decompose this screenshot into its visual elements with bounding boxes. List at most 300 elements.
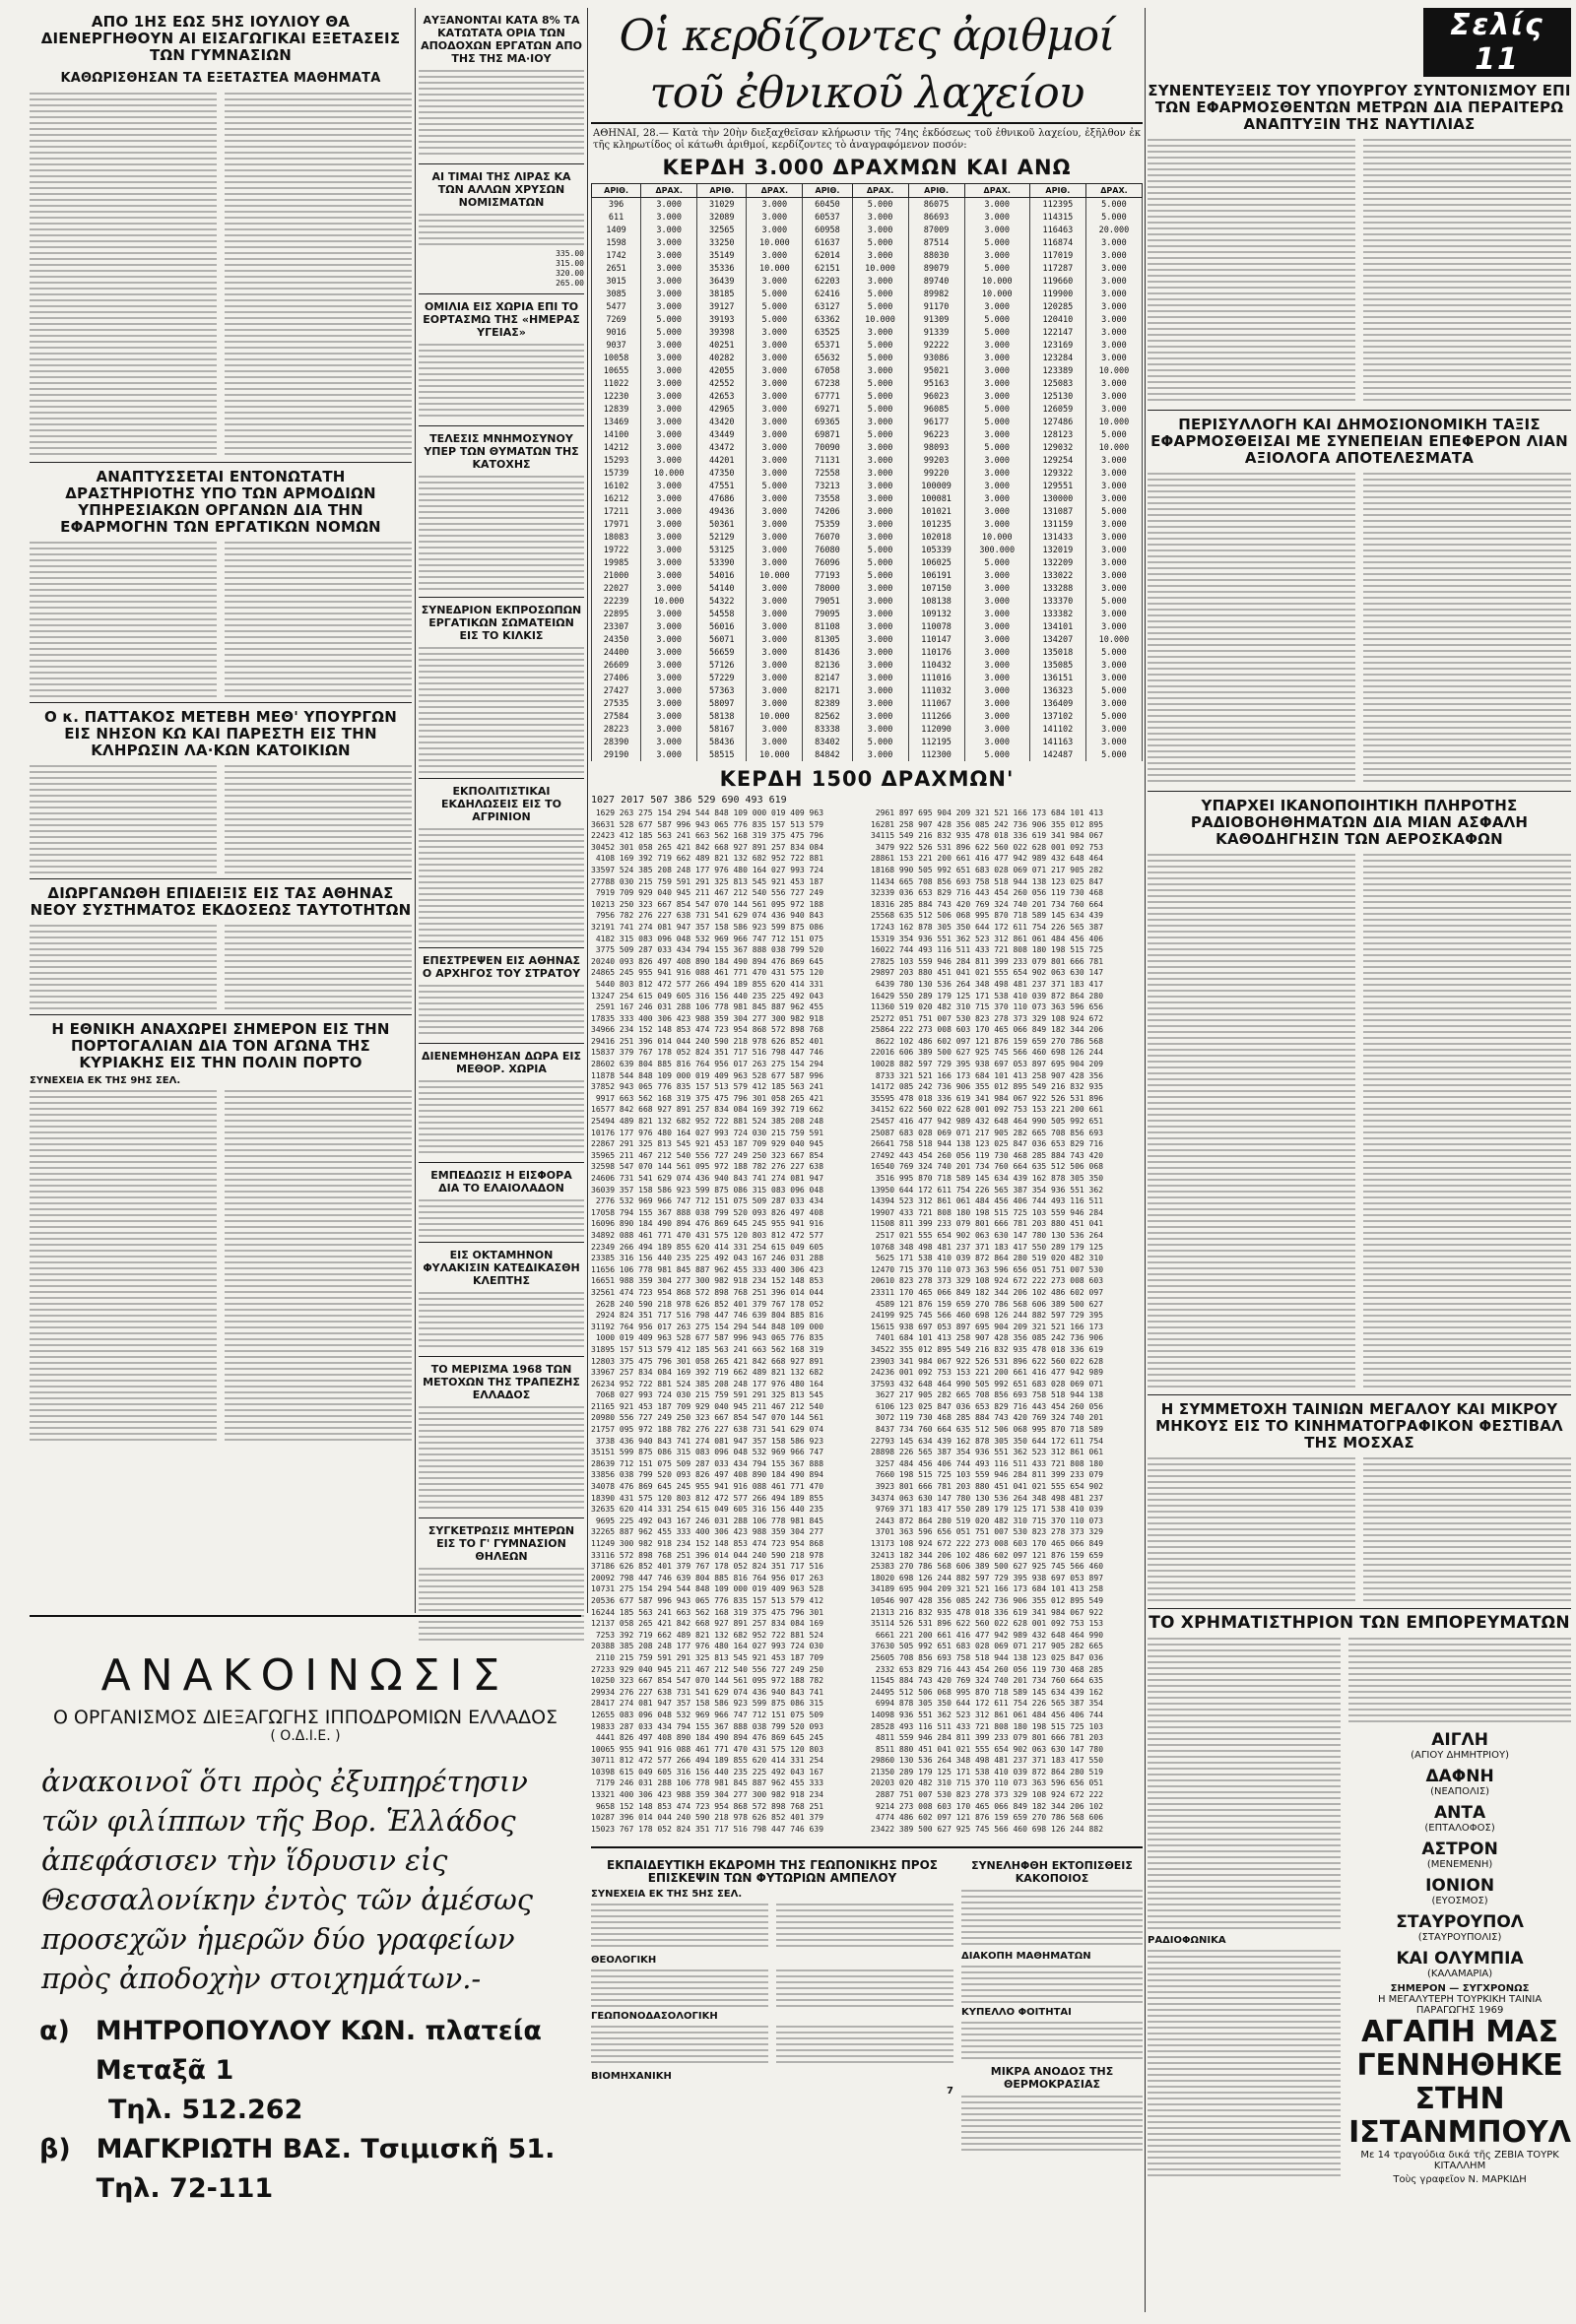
ticket-number: 28390 <box>592 736 641 748</box>
ticket-number: 1742 <box>592 249 641 262</box>
ticket-number: 396 <box>592 198 641 212</box>
ticket-number: 40251 <box>697 339 747 352</box>
ad-addresses <box>39 2012 571 2209</box>
ad-phone-a: Τηλ. 512.262 <box>108 2095 303 2125</box>
ticket-number: 76070 <box>803 531 852 544</box>
ticket-number: 22239 <box>592 595 641 608</box>
prize-amount: 3.000 <box>747 582 803 595</box>
table-row <box>592 224 1143 236</box>
ticket-number: 39398 <box>697 326 747 339</box>
ticket-number: 81305 <box>803 633 852 646</box>
ticket-number: 128123 <box>1029 428 1085 441</box>
prize-amount: 3.000 <box>1085 403 1142 416</box>
article-exams-body <box>30 91 412 457</box>
article-id-cards-body <box>30 923 412 1009</box>
ticket-number: 74206 <box>803 505 852 518</box>
ticket-number: 96023 <box>908 390 964 403</box>
ticket-number: 137102 <box>1029 710 1085 723</box>
prize-amount: 3.000 <box>747 428 803 441</box>
prize-amount: 3.000 <box>641 480 697 492</box>
table-row <box>592 492 1143 505</box>
ticket-number: 19722 <box>592 544 641 556</box>
prize-amount: 10.000 <box>747 262 803 275</box>
prize-amount: 3.000 <box>852 249 908 262</box>
prize-amount: 3.000 <box>747 518 803 531</box>
prize-amount: 10.000 <box>747 569 803 582</box>
headline-olive-oil: ΕΜΠΕΔΩΣΙΣ Η ΕΙΣΦΟΡΑ ΔΙΑ ΤΟ ΕΛΑΙΟΛΑΔΟΝ <box>430 1169 572 1194</box>
table-row <box>592 416 1143 428</box>
col-amount: ΔΡΑΧ. <box>964 184 1029 198</box>
ticket-number: 127486 <box>1029 416 1085 428</box>
ticket-number: 27427 <box>592 684 641 697</box>
prize-amount: 5.000 <box>852 352 908 364</box>
ticket-number: 95163 <box>908 377 964 390</box>
prize-amount: 3.000 <box>852 748 908 761</box>
ticket-number: 42552 <box>697 377 747 390</box>
headline-army-chief: ΕΠΕΣΤΡΕΨΕΝ ΕΙΣ ΑΘΗΝΑΣ Ο ΑΡΧΗΓΟΣ ΤΟΥ ΣΤΡΑΤΟΥ <box>422 954 581 980</box>
prize-amount: 3.000 <box>964 569 1029 582</box>
prize-amount: 3.000 <box>964 736 1029 748</box>
ticket-number: 135085 <box>1029 659 1085 672</box>
prize-amount: 5.000 <box>852 403 908 416</box>
prize-amount: 3.000 <box>1085 288 1142 300</box>
table-row <box>592 633 1143 646</box>
ticket-number: 70090 <box>803 441 852 454</box>
prize-amount: 3.000 <box>747 544 803 556</box>
ticket-number: 39127 <box>697 300 747 313</box>
ticket-number: 116463 <box>1029 224 1085 236</box>
prize-amount: 3.000 <box>1085 723 1142 736</box>
ticket-number: 120285 <box>1029 300 1085 313</box>
table-row <box>592 569 1143 582</box>
prize-amount: 3.000 <box>964 224 1029 236</box>
ticket-number: 60958 <box>803 224 852 236</box>
ticket-number: 101021 <box>908 505 964 518</box>
prize-amount: 3.000 <box>747 377 803 390</box>
ticket-number: 119660 <box>1029 275 1085 288</box>
ticket-number: 75359 <box>803 518 852 531</box>
prize-amount: 3.000 <box>852 684 908 697</box>
prize-amount: 3.000 <box>1085 236 1142 249</box>
prize-amount: 3.000 <box>1085 480 1142 492</box>
prize-amount: 3.000 <box>852 620 908 633</box>
prize-amount: 3.000 <box>964 505 1029 518</box>
announcement-ad <box>30 1615 581 2304</box>
continued-label: ΣΥΝΕΧΕΙΑ ΕΚ ΤΗΣ 5ΗΣ ΣΕΛ. <box>591 1889 743 1900</box>
ticket-number: 42653 <box>697 390 747 403</box>
ticket-number: 54016 <box>697 569 747 582</box>
lottery-section <box>591 8 1143 2153</box>
prize-amount: 3.000 <box>964 659 1029 672</box>
prize-amount: 3.000 <box>747 364 803 377</box>
prize-band-3000: ΚΕΡΔΗ 3.000 ΔΡΑΧΜΩΝ ΚΑΙ ΑΝΩ <box>662 156 1072 179</box>
prize-amount: 3.000 <box>1085 275 1142 288</box>
cinema-tagline: Η ΜΕΓΑΛΥΤΕΡΗ ΤΟΥΡΚΙΚΗ ΤΑΙΝΙΑ ΠΑΡΑΓΩΓΗΣ 1969 <box>1377 1994 1543 2016</box>
ticket-number: 67058 <box>803 364 852 377</box>
prize-amount: 20.000 <box>1085 224 1142 236</box>
ticket-number: 93086 <box>908 352 964 364</box>
article-pattakos-body <box>30 763 412 873</box>
prize-amount: 3.000 <box>964 646 1029 659</box>
table-row <box>592 544 1143 556</box>
ticket-number: 35336 <box>697 262 747 275</box>
ticket-number: 129032 <box>1029 441 1085 454</box>
ticket-number: 106191 <box>908 569 964 582</box>
ticket-number: 28223 <box>592 723 641 736</box>
ticket-number: 38185 <box>697 288 747 300</box>
headline-agrinio: ΕΚΠΟΛΙΤΙΣΤΙΚΑΙ ΕΚΔΗΛΩΣΕΙΣ ΕΙΣ ΤΟ ΑΓΡΙΝΙΟΝ <box>441 785 561 823</box>
ad-address-b: ΜΑΓΚΡΙΩΤΗ ΒΑΣ. Τσιμισκῆ 51. Τηλ. 72-111 <box>96 2134 556 2204</box>
ticket-number: 111266 <box>908 710 964 723</box>
ticket-number: 112395 <box>1029 198 1085 212</box>
prize-amount: 3.000 <box>852 518 908 531</box>
headline-exams: ΑΠΟ 1ΗΣ ΕΩΣ 5ΗΣ ΙΟΥΛΙΟΥ ΘΑ ΔΙΕΝΕΡΓΗΘΟΥΝ ΑΙ ΕΙΣΑΓΩΓΙΚΑΙ ΕΞΕΤΑΣΕΙΣ ΤΩΝ ΓΥΜΝΑΣΙΩΝ <box>40 13 401 64</box>
ticket-number: 87009 <box>908 224 964 236</box>
cinema-district: (ΚΑΛΑΜΑΡΙΑ) <box>1426 1969 1493 1979</box>
headline-mothers: ΣΥΓΚΕΤΡΩΣΙΣ ΜΗΤΕΡΩΝ ΕΙΣ ΤΟ Γ' ΓΥΜΝΑΣΙΟΝ ΘΗΛΕΩΝ <box>427 1524 575 1563</box>
col-number: ΑΡΙΘ. <box>803 184 852 198</box>
section-industrial: ΒΙΟΜΗΧΑΝΙΚΗ <box>591 2071 672 2082</box>
ticket-number: 125130 <box>1029 390 1085 403</box>
prize-amount: 3.000 <box>1085 620 1142 633</box>
prize-amount: 5.000 <box>852 569 908 582</box>
number-lists <box>591 807 1143 1841</box>
ticket-number: 43472 <box>697 441 747 454</box>
prize-amount: 3.000 <box>1085 672 1142 684</box>
table-row <box>592 467 1143 480</box>
cinema-district: (ΣΤΑΥΡΟΥΠΟΛΙΣ) <box>1417 1932 1502 1943</box>
ticket-number: 54558 <box>697 608 747 620</box>
ticket-number: 7269 <box>592 313 641 326</box>
prize-amount: 3.000 <box>641 736 697 748</box>
ticket-number: 83402 <box>803 736 852 748</box>
ticket-number: 5477 <box>592 300 641 313</box>
ticket-number: 89982 <box>908 288 964 300</box>
ticket-number: 133382 <box>1029 608 1085 620</box>
prize-amount: 5.000 <box>747 288 803 300</box>
ticket-number: 27584 <box>592 710 641 723</box>
prize-amount: 10.000 <box>747 710 803 723</box>
prize-amount: 10.000 <box>1085 633 1142 646</box>
prize-amount: 3.000 <box>641 633 697 646</box>
prize-amount: 3.000 <box>964 198 1029 212</box>
cinema-listings <box>1348 1730 1571 2185</box>
table-row <box>592 736 1143 748</box>
ticket-number: 110147 <box>908 633 964 646</box>
headline-labor-laws: ΑΝΑΠΤΥΣΣΕΤΑΙ ΕΝΤΟΝΩΤΑΤΗ ΔΡΑΣΤΗΡΙΟΤΗΣ ΥΠΟ ΤΩΝ ΑΡΜΟΔΙΩΝ ΥΠΗΡΕΣΙΑΚΩΝ ΟΡΓΑΝΩΝ ΔΙΑ ΤΗΝ ΕΦΑΡΜΟΓΗΝ ΤΩΝ ΕΡΓΑΤΙΚΩΝ ΝΟΜΩΝ <box>60 468 381 536</box>
prize-amount: 3.000 <box>641 544 697 556</box>
prize-amount: 3.000 <box>641 288 697 300</box>
table-row <box>592 352 1143 364</box>
prize-amount: 3.000 <box>852 697 908 710</box>
prize-amount: 3.000 <box>852 608 908 620</box>
ticket-number: 77193 <box>803 569 852 582</box>
prize-amount: 3.000 <box>747 275 803 288</box>
prize-amount: 3.000 <box>852 582 908 595</box>
headline-pattakos-kos: Ο κ. ΠΑΤΤΑΚΟΣ ΜΕΤΕΒΗ ΜΕΘ' ΥΠΟΥΡΓΩΝ ΕΙΣ ΝΗΣΟΝ ΚΩ ΚΑΙ ΠΑΡΕΣΤΗ ΕΙΣ ΤΗΝ ΚΛΗΡΩΣΙΝ ΛΑ·ΚΩΝ ΚΑΤΟΙΚΙΩΝ <box>44 708 397 759</box>
gold-price: 315.00 <box>556 259 584 268</box>
prize-amount: 5.000 <box>747 480 803 492</box>
ticket-number: 86693 <box>908 211 964 224</box>
table-row <box>592 403 1143 416</box>
prize-amount: 3.000 <box>641 364 697 377</box>
table-row <box>592 518 1143 531</box>
prize-amount: 5.000 <box>1085 710 1142 723</box>
ticket-number: 611 <box>592 211 641 224</box>
prize-amount: 3.000 <box>1085 352 1142 364</box>
ticket-number: 11022 <box>592 377 641 390</box>
prize-amount: 3.000 <box>964 492 1029 505</box>
prize-amount: 3.000 <box>641 582 697 595</box>
ticket-number: 29190 <box>592 748 641 761</box>
page-number-banner: Σελίς 11 <box>1423 8 1571 77</box>
prize-amount: 3.000 <box>747 352 803 364</box>
ticket-number: 99220 <box>908 467 964 480</box>
prize-amount: 5.000 <box>852 556 908 569</box>
ticket-number: 50361 <box>697 518 747 531</box>
ticket-number: 33250 <box>697 236 747 249</box>
table-row <box>592 339 1143 352</box>
prize-amount: 3.000 <box>964 672 1029 684</box>
film-title: ΑΓΑΠΗ ΜΑΣ ΓΕΝΝΗΘΗΚΕ ΣΤΗΝ ΙΣΤΑΝΜΠΟΥΛ <box>1348 2015 1571 2150</box>
section-students: ΚΥΠΕΛΛΟ ΦΟΙΤΗΤΑΙ <box>961 2007 1072 2018</box>
ticket-number: 1409 <box>592 224 641 236</box>
ticket-number: 3015 <box>592 275 641 288</box>
ticket-number: 69271 <box>803 403 852 416</box>
table-row <box>592 454 1143 467</box>
ticket-number: 132019 <box>1029 544 1085 556</box>
prize-amount: 3.000 <box>964 697 1029 710</box>
ticket-number: 117019 <box>1029 249 1085 262</box>
prize-amount: 3.000 <box>852 416 908 428</box>
ad-item-label: α) <box>39 2016 70 2046</box>
prize-amount: 5.000 <box>1085 595 1142 608</box>
number-list: 2961 897 695 904 209 321 521 166 173 684 101 413 16281 258 907 428 356 085 242 736 906 355 012 895 34115 549 216 832 935 478 018 336 619 341 984 067 3479 922 526 531 896 622 560 022 628 001 092 753 28861 153 221 200 661 416 477 942 989 432 648 464 18168 990 505 992 651 683 028 069 071 217 905 282 11434 665 708 856 693 758 518 944 138 123 025 847 32339 036 653 829 716 443 454 260 056 119 730 468 18316 285 884 743 420 769 324 740 201 734 760 664 25568 635 512 506 068 995 870 718 589 145 634 439 17243 162 878 305 350 644 172 611 754 226 565 387 15319 354 936 551 362 523 312 861 061 484 456 406 16022 744 493 116 511 433 721 808 180 198 515 725 27825 103 559 946 284 811 399 233 079 801 666 781 29897 203 880 451 041 021 555 654 902 063 630 147 6439 780 130 536 264 348 498 481 237 371 183 417 16429 550 289 179 125 171 538 410 039 872 864 280 11360 519 020 482 310 715 370 110 073 363 596 656 25272 051 751 007 530 823 278 373 329 108 924 672 25864 222 273 008 603 170 465 066 849 182 344 206 8622 102 486 602 097 121 876 159 659 270 786 568 22016 606 389 500 627 925 745 566 460 698 126 244 10028 882 597 729 395 938 697 053 897 695 904 209 8733 321 521 166 173 684 101 413 258 907 428 356 14172 085 242 736 906 355 012 895 549 216 832 935 35595 478 018 336 619 341 984 067 922 526 531 896 34152 622 560 022 628 001 092 753 153 221 200 661 25457 416 477 942 989 432 648 464 990 505 992 651 25087 683 028 069 071 217 905 282 665 708 856 693 26641 758 518 944 138 123 025 847 036 653 829 716 27492 443 454 260 056 119 730 468 285 884 743 420 16540 769 324 740 201 734 760 664 635 512 506 068 3516 995 870 718 589 145 634 439 162 878 305 350 13950 644 172 611 754 226 565 387 354 936 551 362 14394 523 312 861 061 484 456 406 744 493 116 511 19907 433 721 808 180 198 515 725 103 559 946 284 11508 811 399 233 079 801 666 781 203 880 451 041 2517 021 555 654 902 063 630 147 780 130 536 264 10768 348 498 481 237 371 183 417 550 289 179 125 5625 171 538 410 039 872 864 280 519 020 482 310 12470 715 370 110 073 363 596 656 051 751 007 530 20610 823 278 373 329 108 924 672 222 273 008 603 23311 170 465 066 849 182 344 206 102 486 602 097 4589 121 876 159 659 270 786 568 606 389 500 627 24199 925 745 566 460 698 126 244 882 597 729 395 15615 938 697 053 897 695 904 209 321 521 166 173 7401 684 101 413 258 907 428 356 085 242 736 906 34522 355 012 895 549 216 832 935 478 018 336 619 23903 341 984 067 922 526 531 896 622 560 022 628 24236 001 092 753 153 221 200 661 416 477 942 989 37593 432 648 464 990 505 992 651 683 028 069 071 3627 217 905 282 665 708 856 693 758 518 944 138 6106 123 025 847 036 653 829 716 443 454 260 056 3072 119 730 468 285 884 743 420 769 324 740 201 8437 734 760 664 635 512 506 068 995 870 718 589 22793 145 634 439 162 878 305 350 644 172 611 754 28898 226 565 387 354 936 551 362 523 312 861 061 3257 484 456 406 744 493 116 511 433 721 808 180 7660 198 515 725 103 559 946 284 811 399 233 079 3923 801 666 781 203 880 451 041 021 555 654 902 34374 063 630 147 780 130 536 264 348 498 481 237 9769 371 183 417 550 289 179 125 171 538 410 039 2443 872 864 280 519 020 482 310 715 370 110 073 3701 363 596 656 051 751 007 530 823 278 373 329 13173 108 924 672 222 273 008 603 170 465 066 849 32413 182 344 206 102 486 602 097 121 876 159 659 25383 270 786 568 606 389 500 627 925 745 566 460 18020 698 126 244 882 597 729 395 938 697 053 897 34189 695 904 209 321 521 166 173 684 101 413 258 10546 907 428 356 085 242 736 906 355 012 895 549 21313 216 832 935 478 018 336 619 341 984 067 922 35114 526 531 896 622 560 022 628 001 092 753 153 6661 221 200 661 416 477 942 989 432 648 464 990 37630 505 992 651 683 028 069 071 217 905 282 665 25605 708 856 693 758 518 944 138 123 025 847 036 2332 653 829 716 443 454 260 056 119 730 468 285 11545 884 743 420 769 324 740 201 734 760 664 635 24495 512 506 068 995 870 718 589 145 634 439 162 6994 878 305 350 644 172 611 754 226 565 387 354 14098 936 551 362 523 312 861 061 484 456 406 744 28528 493 116 511 433 721 808 180 198 515 725 103 4811 559 946 284 811 399 233 079 801 666 781 203 8511 880 451 041 021 555 654 902 063 630 147 780 29860 130 536 264 348 498 481 237 371 183 417 550 21350 289 179 125 171 538 410 039 872 864 280 519 20203 020 482 310 715 370 110 073 363 596 656 051 2887 751 007 530 823 278 373 329 108 924 672 222 9214 273 008 603 170 465 066 849 182 344 206 102 4774 486 602 097 121 876 159 659 270 786 568 606 23422 389 500 627 925 745 566 460 698 126 244 882 <box>871 808 1104 1834</box>
prize-amount: 5.000 <box>641 313 697 326</box>
table-row <box>592 300 1143 313</box>
prize-amount: 3.000 <box>747 556 803 569</box>
ticket-number: 69365 <box>803 416 852 428</box>
prize-amount: 3.000 <box>852 224 908 236</box>
prize-amount: 3.000 <box>747 467 803 480</box>
ticket-number: 112090 <box>908 723 964 736</box>
section-theology: ΘΕΟΛΟΓΙΚΗ <box>591 1955 657 1966</box>
prize-amount: 5.000 <box>852 377 908 390</box>
ticket-number: 82136 <box>803 659 852 672</box>
ticket-number: 63127 <box>803 300 852 313</box>
cinema-district: (ΑΓΙΟΥ ΔΗΜΗΤΡΙΟΥ) <box>1411 1750 1510 1761</box>
cinema-name: ΔΑΦΝΗ <box>1425 1767 1494 1786</box>
prize-amount: 5.000 <box>964 313 1029 326</box>
gold-price: 265.00 <box>556 279 584 288</box>
prize-amount: 5.000 <box>964 556 1029 569</box>
headline-gifts: ΔΙΕΝΕΜΗΘΗΣΑΝ ΔΩΡΑ ΕΙΣ ΜΕΘΟΡ. ΧΩΡΙΑ <box>421 1050 581 1075</box>
ticket-number: 26609 <box>592 659 641 672</box>
cinema-district: (ΝΕΑΠΟΛΙΣ) <box>1430 1786 1490 1797</box>
ticket-number: 117287 <box>1029 262 1085 275</box>
prize-amount: 3.000 <box>747 697 803 710</box>
ticket-number: 16102 <box>592 480 641 492</box>
ad-address-a: ΜΗΤΡΟΠΟΥΛΟΥ ΚΩΝ. πλατεία Μεταξᾶ 1 <box>95 2016 542 2086</box>
ticket-number: 58167 <box>697 723 747 736</box>
ad-title: ΑΝΑΚΟΙΝΩΣΙΣ <box>100 1650 510 1701</box>
ticket-number: 110078 <box>908 620 964 633</box>
ticket-number: 18083 <box>592 531 641 544</box>
prize-amount: 3.000 <box>747 672 803 684</box>
prize-amount: 5.000 <box>852 428 908 441</box>
prize-amount: 3.000 <box>1085 377 1142 390</box>
prize-amount: 3.000 <box>641 620 697 633</box>
ticket-number: 40282 <box>697 352 747 364</box>
ticket-number: 73558 <box>803 492 852 505</box>
prize-amount: 5.000 <box>964 403 1029 416</box>
ticket-number: 56659 <box>697 646 747 659</box>
ticket-number: 24400 <box>592 646 641 659</box>
prize-amount: 3.000 <box>641 672 697 684</box>
prize-amount: 3.000 <box>1085 608 1142 620</box>
prize-amount: 5.000 <box>964 236 1029 249</box>
prize-amount: 3.000 <box>1085 326 1142 339</box>
ticket-number: 84842 <box>803 748 852 761</box>
ticket-number: 82389 <box>803 697 852 710</box>
ticket-number: 27406 <box>592 672 641 684</box>
ticket-number: 105339 <box>908 544 964 556</box>
ticket-number: 136151 <box>1029 672 1085 684</box>
table-row <box>592 441 1143 454</box>
prize-amount: 3.000 <box>747 441 803 454</box>
table-row <box>592 275 1143 288</box>
prize-amount: 3.000 <box>641 723 697 736</box>
ticket-number: 95021 <box>908 364 964 377</box>
ticket-number: 114315 <box>1029 211 1085 224</box>
prize-amount: 10.000 <box>747 236 803 249</box>
headline-agriculture-trip: ΕΚΠΑΙΔΕΥΤΙΚΗ ΕΚΔΡΟΜΗ ΤΗΣ ΓΕΩΠΟΝΙΚΗΣ ΠΡΟΣ ΕΠΙΣΚΕΨΙΝ ΤΩΝ ΦΥΤΩΡΙΩΝ ΑΜΠΕΛΟΥ <box>607 1858 938 1885</box>
ticket-number: 73213 <box>803 480 852 492</box>
prize-amount: 5.000 <box>641 326 697 339</box>
prize-amount: 5.000 <box>852 236 908 249</box>
ticket-number: 119900 <box>1029 288 1085 300</box>
table-row <box>592 646 1143 659</box>
headline-thief: ΕΙΣ ΟΚΤΑΜΗΝΟΝ ΦΥΛΑΚΙΣΙΝ ΚΑΤΕΔΙΚΑΣΘΗ ΚΛΕΠΤΗΣ <box>423 1249 580 1287</box>
prize-amount: 3.000 <box>852 454 908 467</box>
prize-amount: 3.000 <box>852 211 908 224</box>
table-row <box>592 505 1143 518</box>
ad-item-label: β) <box>39 2134 71 2164</box>
ticket-number: 60537 <box>803 211 852 224</box>
prize-amount: 3.000 <box>852 467 908 480</box>
ticket-number: 63362 <box>803 313 852 326</box>
prize-amount: 3.000 <box>1085 467 1142 480</box>
prize-amount: 3.000 <box>641 416 697 428</box>
ticket-number: 9037 <box>592 339 641 352</box>
ticket-number: 88030 <box>908 249 964 262</box>
prize-amount: 10.000 <box>1085 364 1142 377</box>
ticket-number: 111016 <box>908 672 964 684</box>
headline-memorial: ΤΕΛΕΣΙΣ ΜΝΗΜΟΣΥΝΟΥ ΥΠΕΡ ΤΩΝ ΘΥΜΑΤΩΝ ΤΗΣ ΚΑΤΟΧΗΣ <box>424 432 579 471</box>
ticket-number: 69871 <box>803 428 852 441</box>
table-header <box>592 184 1143 198</box>
ticket-number: 72558 <box>803 467 852 480</box>
prize-amount: 3.000 <box>1085 339 1142 352</box>
table-row <box>592 236 1143 249</box>
headline-commodity-exchange: ΤΟ ΧΡΗΜΑΤΙΣΤΗΡΙΟΝ ΤΩΝ ΕΜΠΟΡΕΥΜΑΤΩΝ <box>1149 1613 1570 1633</box>
ticket-number: 123284 <box>1029 352 1085 364</box>
prize-amount: 5.000 <box>852 736 908 748</box>
ticket-number: 62151 <box>803 262 852 275</box>
ticket-number: 16212 <box>592 492 641 505</box>
prize-amount: 3.000 <box>964 710 1029 723</box>
ticket-number: 22895 <box>592 608 641 620</box>
ticket-number: 82147 <box>803 672 852 684</box>
prize-amount: 3.000 <box>747 633 803 646</box>
prize-amount: 5.000 <box>852 390 908 403</box>
gold-price: 320.00 <box>556 269 584 278</box>
prize-amount: 5.000 <box>1085 684 1142 697</box>
prize-amount: 3.000 <box>641 505 697 518</box>
prize-amount: 3.000 <box>964 582 1029 595</box>
column-4 <box>1148 8 1571 2185</box>
column-rule <box>415 8 416 1613</box>
table-row <box>592 723 1143 736</box>
prize-amount: 3.000 <box>641 684 697 697</box>
table-row <box>592 198 1143 212</box>
ticket-number: 24350 <box>592 633 641 646</box>
table-row <box>592 582 1143 595</box>
number-list-first-line: 1027 2017 507 386 529 690 493 619 <box>591 795 787 806</box>
ticket-number: 62416 <box>803 288 852 300</box>
prize-amount: 10.000 <box>852 313 908 326</box>
col-amount: ΔΡΑΧ. <box>852 184 908 198</box>
prize-amount: 3.000 <box>852 364 908 377</box>
prize-amount: 3.000 <box>964 608 1029 620</box>
column-rule <box>587 8 588 1613</box>
number-list: 1629 263 275 154 294 544 848 109 000 019 409 963 36631 528 677 587 996 943 065 776 835 157 513 579 22423 412 185 563 241 663 562 168 319 375 475 796 30452 301 058 265 421 842 668 927 891 257 834 084 4108 169 392 719 662 489 821 132 682 952 722 881 33597 524 385 208 248 177 976 480 164 027 993 724 27788 030 215 759 591 291 325 813 545 921 453 187 7919 709 929 040 945 211 467 212 540 556 727 249 10213 250 323 667 854 547 070 144 561 095 972 188 7956 782 276 227 638 731 541 629 074 436 940 843 32191 741 274 081 947 357 158 586 923 599 875 086 4182 315 083 096 048 532 969 966 747 712 151 075 3775 509 287 033 434 794 155 367 888 038 799 520 20240 093 826 497 408 890 184 490 894 476 869 645 24865 245 955 941 916 088 461 771 470 431 575 120 5440 803 812 472 577 266 494 189 855 620 414 331 13247 254 615 049 605 316 156 440 235 225 492 043 2591 167 246 031 288 106 778 981 845 887 962 455 17835 333 400 306 423 988 359 304 277 300 982 918 34966 234 152 148 853 474 723 954 868 572 898 768 29416 251 396 014 044 240 590 218 978 626 852 401 15837 379 767 178 052 824 351 717 516 798 447 746 28602 639 804 885 816 764 956 017 263 275 154 294 11878 544 848 109 000 019 409 963 528 677 587 996 37852 943 065 776 835 157 513 579 412 185 563 241 9917 663 562 168 319 375 475 796 301 058 265 421 16577 842 668 927 891 257 834 084 169 392 719 662 25494 489 821 132 682 952 722 881 524 385 208 248 10176 177 976 480 164 027 993 724 030 215 759 591 22867 291 325 813 545 921 453 187 709 929 040 945 35965 211 467 212 540 556 727 249 250 323 667 854 32598 547 070 144 561 095 972 188 782 276 227 638 24606 731 541 629 074 436 940 843 741 274 081 947 36039 357 158 586 923 599 875 086 315 083 096 048 2776 532 969 966 747 712 151 075 509 287 033 434 17058 794 155 367 888 038 799 520 093 826 497 408 16096 890 184 490 894 476 869 645 245 955 941 916 34892 088 461 771 470 431 575 120 803 812 472 577 22349 266 494 189 855 620 414 331 254 615 049 605 23385 316 156 440 235 225 492 043 167 246 031 288 11656 106 778 981 845 887 962 455 333 400 306 423 16651 988 359 304 277 300 982 918 234 152 148 853 32561 474 723 954 868 572 898 768 251 396 014 044 2628 240 590 218 978 626 852 401 379 767 178 052 2924 824 351 717 516 798 447 746 639 804 885 816 31192 764 956 017 263 275 154 294 544 848 109 000 1000 019 409 963 528 677 587 996 943 065 776 835 31895 157 513 579 412 185 563 241 663 562 168 319 12803 375 475 796 301 058 265 421 842 668 927 891 33967 257 834 084 169 392 719 662 489 821 132 682 26234 952 722 881 524 385 208 248 177 976 480 164 7068 027 993 724 030 215 759 591 291 325 813 545 21165 921 453 187 709 929 040 945 211 467 212 540 20980 556 727 249 250 323 667 854 547 070 144 561 21757 095 972 188 782 276 227 638 731 541 629 074 3738 436 940 843 741 274 081 947 357 158 586 923 35151 599 875 086 315 083 096 048 532 969 966 747 28639 712 151 075 509 287 033 434 794 155 367 888 33856 038 799 520 093 826 497 408 890 184 490 894 34078 476 869 645 245 955 941 916 088 461 771 470 18390 431 575 120 803 812 472 577 266 494 189 855 32635 620 414 331 254 615 049 605 316 156 440 235 9695 225 492 043 167 246 031 288 106 778 981 845 32265 887 962 455 333 400 306 423 988 359 304 277 11249 300 982 918 234 152 148 853 474 723 954 868 33116 572 898 768 251 396 014 044 240 590 218 978 37186 626 852 401 379 767 178 052 824 351 717 516 20092 798 447 746 639 804 885 816 764 956 017 263 10731 275 154 294 544 848 109 000 019 409 963 528 20536 677 587 996 943 065 776 835 157 513 579 412 16244 185 563 241 663 562 168 319 375 475 796 301 12137 058 265 421 842 668 927 891 257 834 084 169 7253 392 719 662 489 821 132 682 952 722 881 524 20388 385 208 248 177 976 480 164 027 993 724 030 2110 215 759 591 291 325 813 545 921 453 187 709 27233 929 040 945 211 467 212 540 556 727 249 250 10250 323 667 854 547 070 144 561 095 972 188 782 29934 276 227 638 731 541 629 074 436 940 843 741 28417 274 081 947 357 158 586 923 599 875 086 315 12655 083 096 048 532 969 966 747 712 151 075 509 19833 287 033 434 794 155 367 888 038 799 520 093 4441 826 497 408 890 184 490 894 476 869 645 245 10065 955 941 916 088 461 771 470 431 575 120 803 30711 812 472 577 266 494 189 855 620 414 331 254 10398 615 049 605 316 156 440 235 225 492 043 167 7179 246 031 288 106 778 981 845 887 962 455 333 13321 400 306 423 988 359 304 277 300 982 918 234 9658 152 148 853 474 723 954 868 572 898 768 251 10287 396 014 044 240 590 218 978 626 852 401 379 15023 767 178 052 824 351 717 516 798 447 746 639 <box>591 808 824 1834</box>
col-number: ΑΡΙΘ. <box>697 184 747 198</box>
prize-amount: 3.000 <box>1085 531 1142 544</box>
headline-criminal-arrested: ΣΥΝΕΛΗΦΘΗ ΕΚΤΟΠΙΣΘΕΙΣ ΚΑΚΟΠΟΙΟΣ <box>971 1859 1133 1885</box>
ticket-number: 83338 <box>803 723 852 736</box>
ticket-number: 49436 <box>697 505 747 518</box>
prize-amount: 3.000 <box>747 454 803 467</box>
ticket-number: 14212 <box>592 441 641 454</box>
ticket-number: 54322 <box>697 595 747 608</box>
prize-amount: 3.000 <box>747 646 803 659</box>
ticket-number: 2651 <box>592 262 641 275</box>
prize-amount: 3.000 <box>1085 249 1142 262</box>
prize-amount: 3.000 <box>641 198 697 212</box>
cinema-name: ΑΝΤΑ <box>1434 1803 1486 1823</box>
headline-national-team-porto: Η ΕΘΝΙΚΗ ΑΝΑΧΩΡΕΙ ΣΗΜΕΡΟΝ ΕΙΣ ΤΗΝ ΠΟΡΤΟΓΑΛΙΑΝ ΔΙΑ ΤΟΝ ΑΓΩΝΑ ΤΗΣ ΚΥΡΙΑΚΗΣ ΕΙΣ ΤΗΝ ΠΟΛΙΝ ΠΟΡΤΟ <box>51 1020 390 1071</box>
ticket-number: 67771 <box>803 390 852 403</box>
ticket-number: 65371 <box>803 339 852 352</box>
film-distributor: Τοὺς γραφεῖον Ν. ΜΑΡΚΙΔΗ <box>1393 2174 1527 2185</box>
ticket-number: 39193 <box>697 313 747 326</box>
ticket-number: 135018 <box>1029 646 1085 659</box>
prize-amount: 3.000 <box>641 262 697 275</box>
prize-amount: 3.000 <box>852 531 908 544</box>
ticket-number: 100081 <box>908 492 964 505</box>
prize-amount: 3.000 <box>747 608 803 620</box>
ticket-number: 82171 <box>803 684 852 697</box>
gold-price: 335.00 <box>556 249 584 258</box>
cinema-district: (ΕΥΟΣΜΟΣ) <box>1431 1896 1488 1906</box>
prize-amount: 3.000 <box>1085 454 1142 467</box>
prize-amount: 10.000 <box>1085 416 1142 428</box>
ticket-number: 100009 <box>908 480 964 492</box>
ticket-number: 56016 <box>697 620 747 633</box>
table-row <box>592 326 1143 339</box>
ticket-number: 112195 <box>908 736 964 748</box>
